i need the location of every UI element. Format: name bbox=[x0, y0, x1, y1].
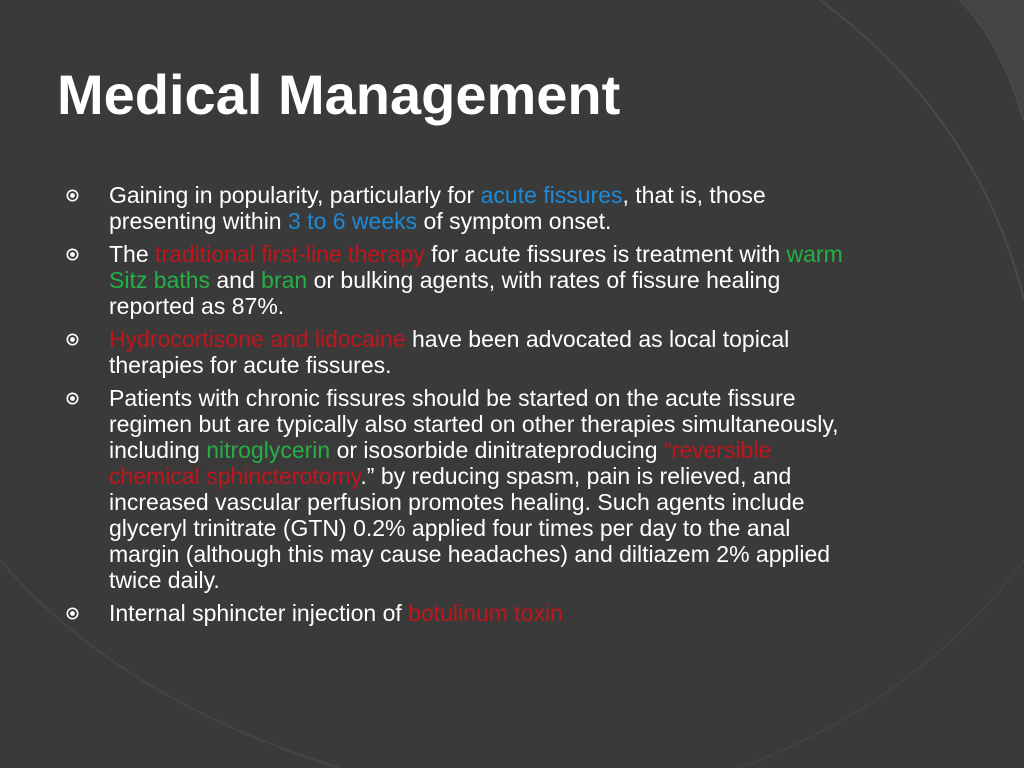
highlight-timeframe: 3 to 6 weeks bbox=[288, 208, 418, 234]
highlight-hydrocortisone: Hydrocortisone and lidocaine bbox=[109, 326, 406, 352]
circle-dot-icon bbox=[66, 607, 79, 620]
bullet-item-5 bbox=[66, 600, 866, 626]
circle-dot-icon bbox=[66, 392, 79, 405]
bullet-item-1 bbox=[66, 182, 866, 234]
highlight-sphincterotomy: “reversible chemical sphincterotomy bbox=[109, 437, 772, 489]
bullet-text: Internal sphincter injection of botulinum toxin bbox=[109, 600, 563, 626]
highlight-botulinum-toxin: botulinum toxin bbox=[408, 600, 563, 626]
highlight-first-line-therapy: traditional first-line therapy bbox=[155, 241, 425, 267]
bullet-item-4 bbox=[66, 385, 866, 593]
highlight-bran: bran bbox=[261, 267, 308, 293]
circle-dot-icon bbox=[66, 189, 79, 202]
bullet-text: Gaining in popularity, particularly for acute fissures, that is, those presenting within 3 to 6 weeks of symptom onset. bbox=[109, 182, 766, 234]
slide-title: Medical Management bbox=[57, 63, 621, 126]
bullet-text: Hydrocortisone and lidocaine have been advocated as local topical therapies for acute fissures. bbox=[109, 326, 790, 378]
bullet-list bbox=[66, 182, 866, 633]
highlight-acute-fissures: acute fissures bbox=[480, 182, 623, 208]
bullet-item-2 bbox=[66, 241, 866, 319]
highlight-sitz-baths: warm Sitz baths bbox=[109, 241, 843, 293]
corner-shade bbox=[960, 0, 1024, 120]
circle-dot-icon bbox=[66, 333, 79, 346]
bullet-text: The traditional first-line therapy for acute fissures is treatment with warm Sitz baths and bran or bulking agents, with rates of fissure healing reported as 87%. bbox=[109, 241, 843, 319]
bullet-item-3 bbox=[66, 326, 866, 378]
circle-dot-icon bbox=[66, 248, 79, 261]
bullet-text: Patients with chronic fissures should be started on the acute fissure regimen but are typically also started on other therapies simultaneously, including nitroglycerin or isosorbide dinitrateproducing “reversible chemical sphincterotomy.” by reducing spasm, pain is relieved, and increased vascular perfusion promotes healing. Such agents include glyceryl trinitrate (GTN) 0.2% applied four times per day to the anal margin (although this may cause headaches) and diltiazem 2% applied twice daily. bbox=[109, 385, 839, 593]
highlight-nitroglycerin: nitroglycerin bbox=[206, 437, 331, 463]
